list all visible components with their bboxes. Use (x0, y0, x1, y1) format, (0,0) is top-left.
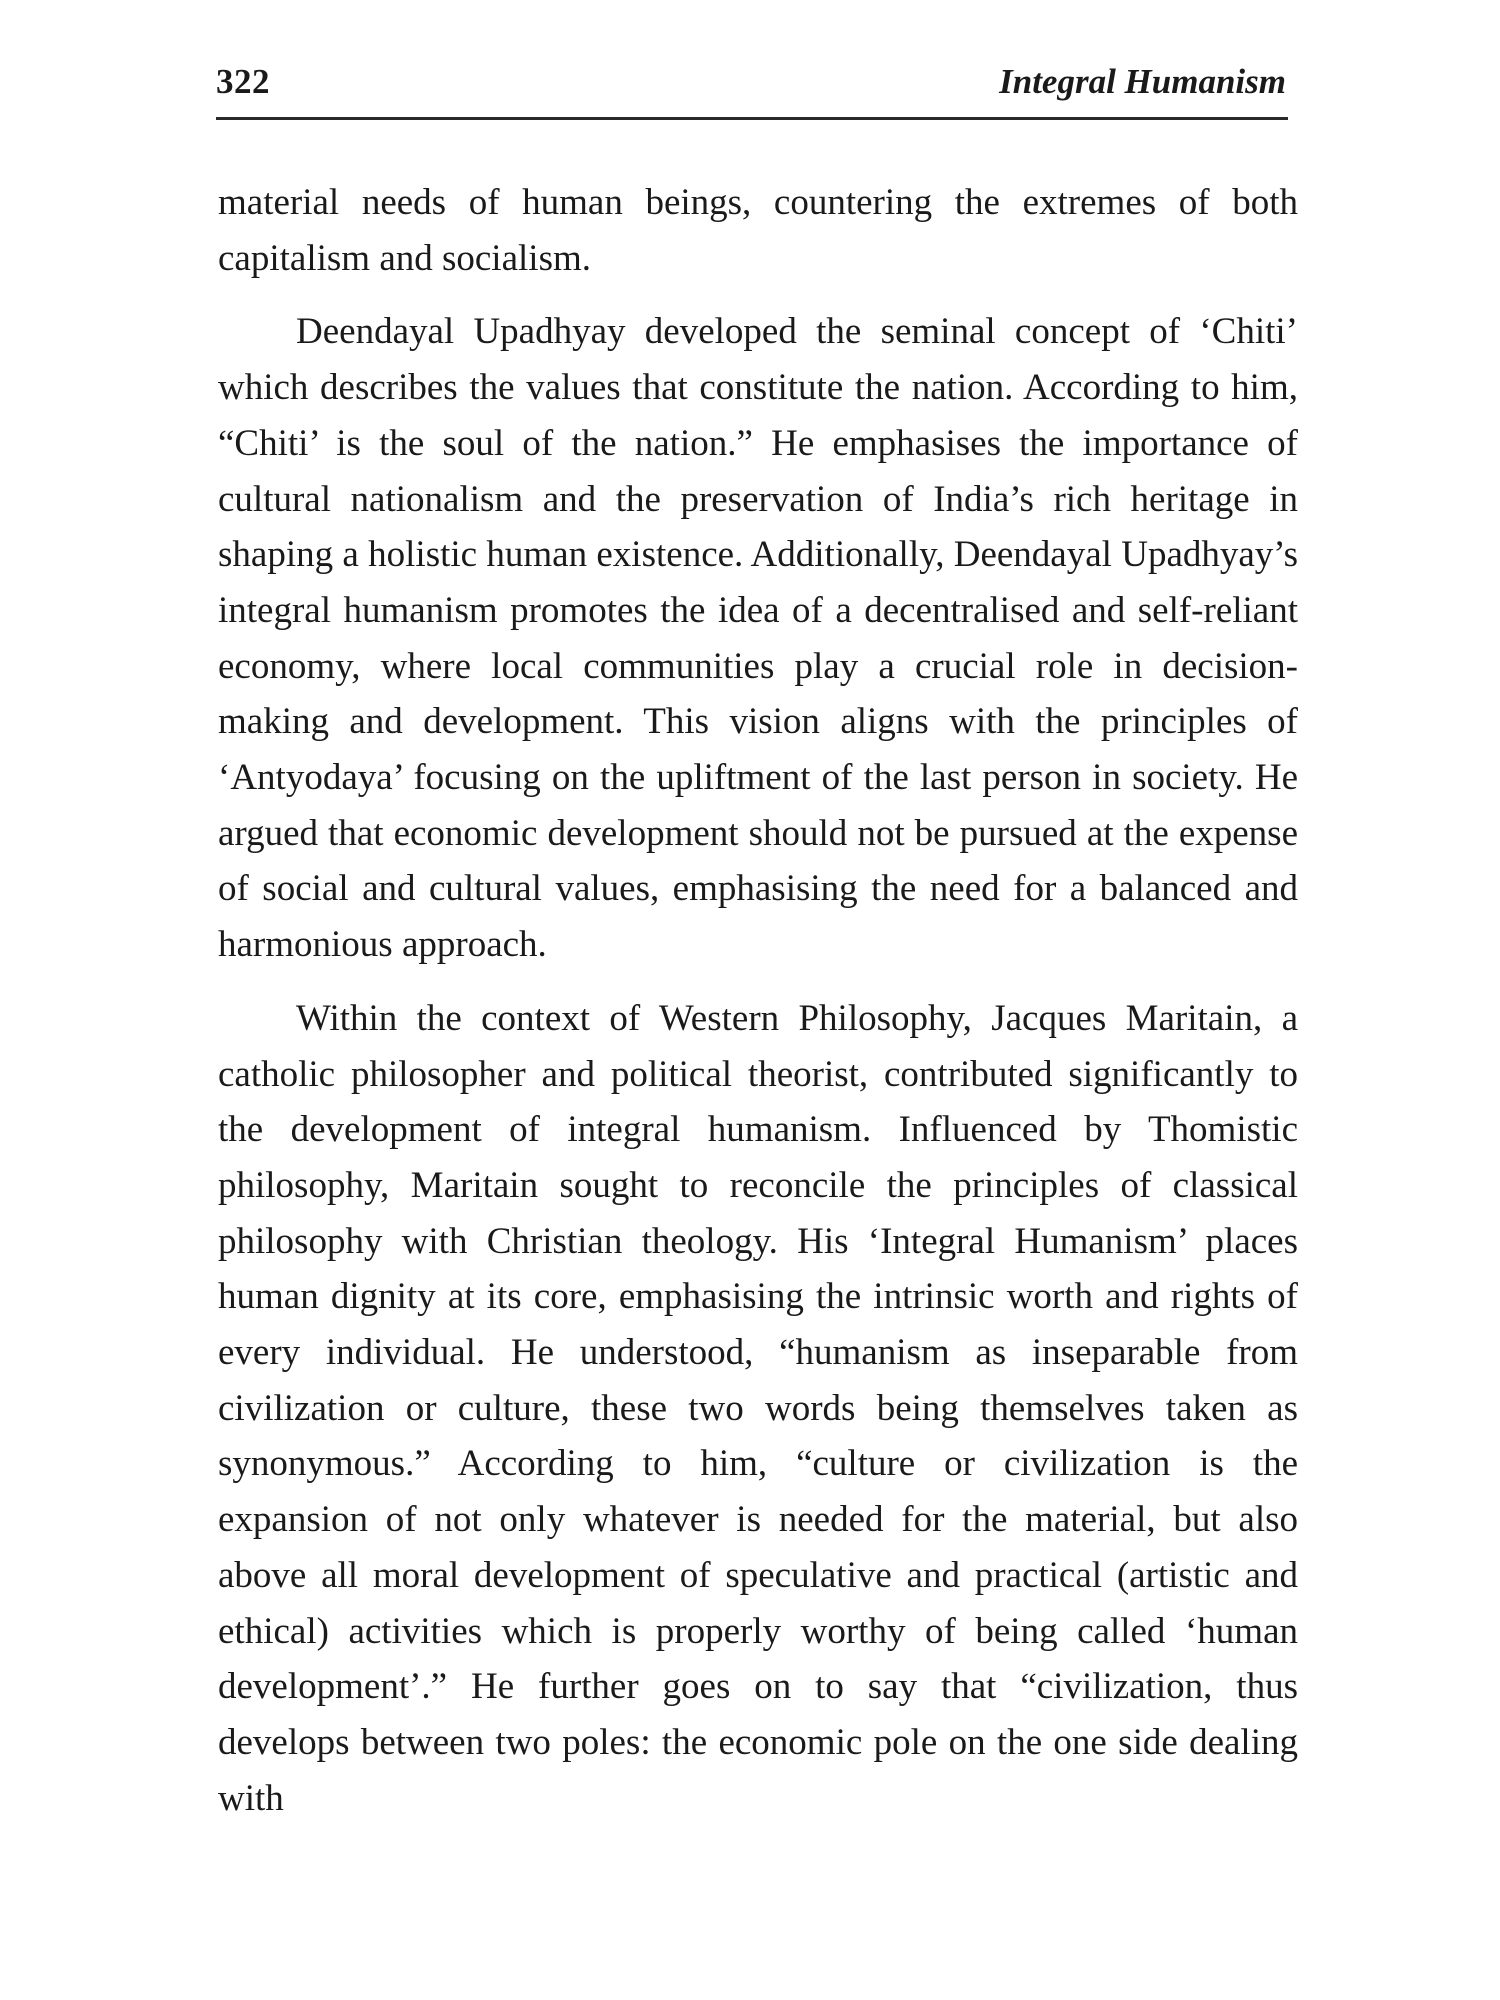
paragraph-continuation: material needs of human beings, countering the extremes of both capitalism and socialism. (218, 182, 1298, 279)
running-title: Integral Humanism (999, 62, 1286, 101)
body-text (218, 175, 1298, 1844)
page-header (216, 62, 1286, 112)
page-number: 322 (216, 62, 270, 101)
paragraph-upadhyay: Deendayal Upadhyay developed the seminal concept of ‘Chiti’ which describes the values that constitute the nation. According to him, “Chiti’ is the soul of the nation.” He emphasises the importance of cultural nationalism and the preservation of India’s rich heritage in shaping a holistic human existence. Additionally, Deendayal Upadhyay’s integral humanism promotes the idea of a decentralised and self-reliant economy, where local communities play a crucial role in decision-making and development. This vision aligns with the principles of ‘Antyodaya’ focusing on the upliftment of the last person in society. He argued that economic development should not be pursued at the expense of social and cultural values, emphasising the need for a balanced and harmonious approach. (218, 311, 1298, 966)
header-rule (216, 117, 1288, 120)
paragraph-maritain: Within the context of Western Philosophy, Jacques Maritain, a catholic philosopher and political theorist, contributed significantly to the development of integral humanism. Influenced by Thomistic philosophy, Maritain sought to reconcile the principles of classical philosophy with Christian theology. His ‘Integral Humanism’ places human dignity at its core, emphasising the intrinsic worth and rights of every individual. He understood, “humanism as inseparable from civilization or culture, these two words being themselves taken as synonymous.” According to him, “culture or civilization is the expansion of not only whatever is needed for the material, but also above all moral development of speculative and practical (artistic and ethical) activities which is properly worthy of being called ‘human development’.” He further goes on to say that “civilization, thus develops between two poles: the economic pole on the one side dealing with (218, 997, 1298, 1819)
